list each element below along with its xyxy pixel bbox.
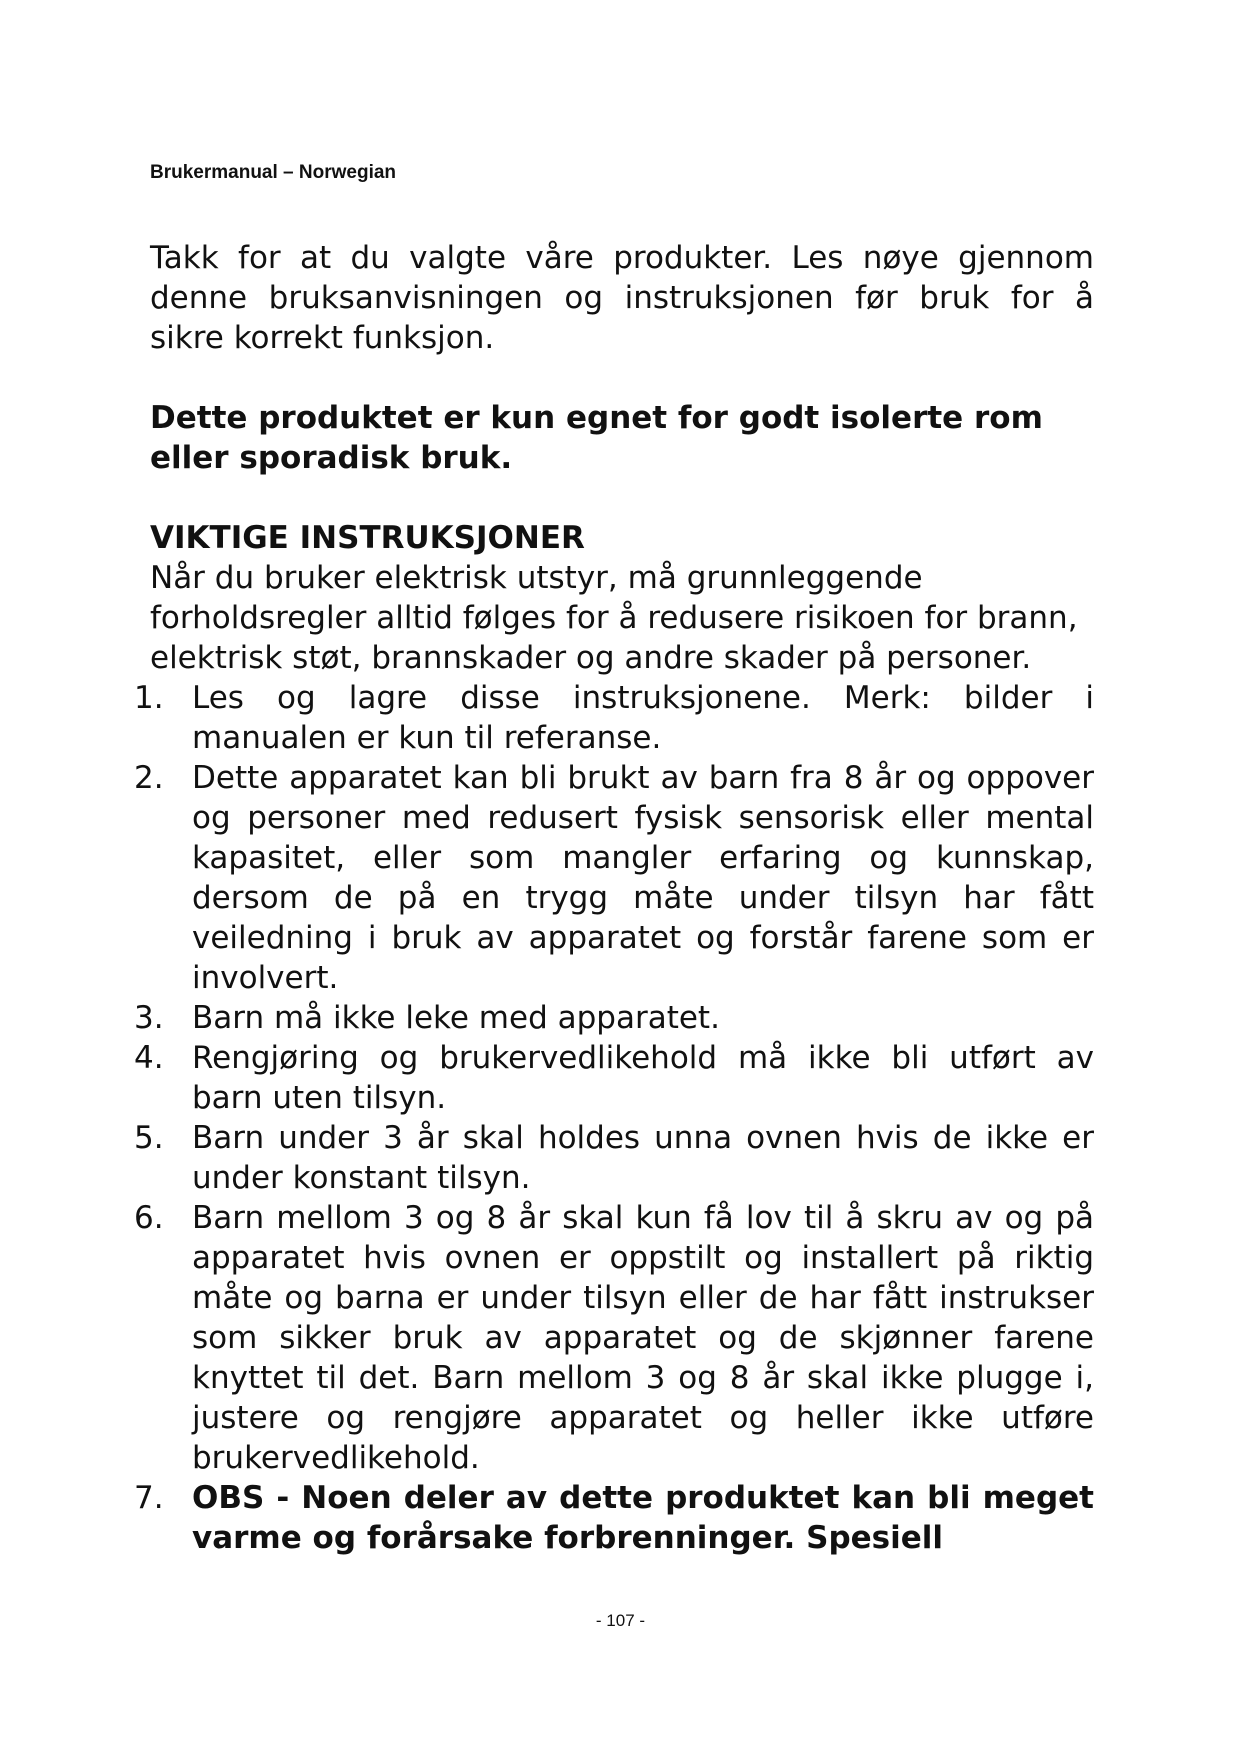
page-number: - 107 - [595, 1611, 646, 1630]
instruction-item [134, 758, 1094, 998]
instruction-text: Barn må ikke leke med apparatet. [192, 1000, 720, 1036]
instruction-text: Rengjøring og brukervedlikehold må ikke bli utført av barn uten tilsyn. [192, 1040, 1094, 1116]
instruction-item [134, 1478, 1094, 1558]
instruction-text: Les og lagre disse instruksjonene. Merk: bilder i manualen er kun til referanse. [192, 680, 1094, 756]
instruction-number: 2. [134, 760, 164, 796]
instruction-item [134, 998, 1094, 1038]
instruction-number: 4. [134, 1040, 164, 1076]
instruction-number: 7. [134, 1480, 164, 1516]
instruction-number: 1. [134, 680, 164, 716]
instruction-list [134, 678, 1094, 1558]
instruction-number: 3. [134, 1000, 164, 1036]
instruction-item [134, 1198, 1094, 1478]
instruction-text: OBS - Noen deler av dette produktet kan bli meget varme og forårsake forbrenninger. Spesiell [192, 1480, 1094, 1556]
instruction-number: 6. [134, 1200, 164, 1236]
instruction-number: 5. [134, 1120, 164, 1156]
document-header: Brukermanual – Norwegian [150, 162, 397, 183]
instruction-text: Dette apparatet kan bli brukt av barn fra 8 år og oppover og personer med redusert fysisk sensorisk eller mental kapasitet, eller som mangler erfaring og kunnskap, dersom de på en trygg måte under tilsyn har fått veiledning i bruk av apparatet og forstår farene som er involvert. [192, 760, 1094, 996]
instruction-item [134, 678, 1094, 758]
instruction-text: Barn mellom 3 og 8 år skal kun få lov til å skru av og på apparatet hvis ovnen er oppstilt og installert på riktig måte og barna er under tilsyn eller de har fått instrukser som sikker bruk av apparatet og de skjønner farene knyttet til det. Barn mellom 3 og 8 år skal ikke plugge i, justere og rengjøre apparatet og heller ikke utføre brukervedlikehold. [192, 1200, 1094, 1476]
section-title: VIKTIGE INSTRUKSJONER [150, 520, 585, 556]
warning-paragraph: Dette produktet er kun egnet for godt isolerte rom eller sporadisk bruk. [150, 400, 1043, 476]
section-text: Når du bruker elektrisk utstyr, må grunnleggende forholdsregler alltid følges for å redusere risikoen for brann, elektrisk støt, brannskader og andre skader på personer. [150, 560, 1078, 676]
intro-paragraph: Takk for at du valgte våre produkter. Les nøye gjennom denne bruksanvisningen og instruksjonen før bruk for å sikre korrekt funksjon. [150, 240, 1094, 356]
instruction-item [134, 1038, 1094, 1118]
instruction-text: Barn under 3 år skal holdes unna ovnen hvis de ikke er under konstant tilsyn. [192, 1120, 1094, 1196]
instruction-item [134, 1118, 1094, 1198]
document-body [134, 238, 1094, 1558]
